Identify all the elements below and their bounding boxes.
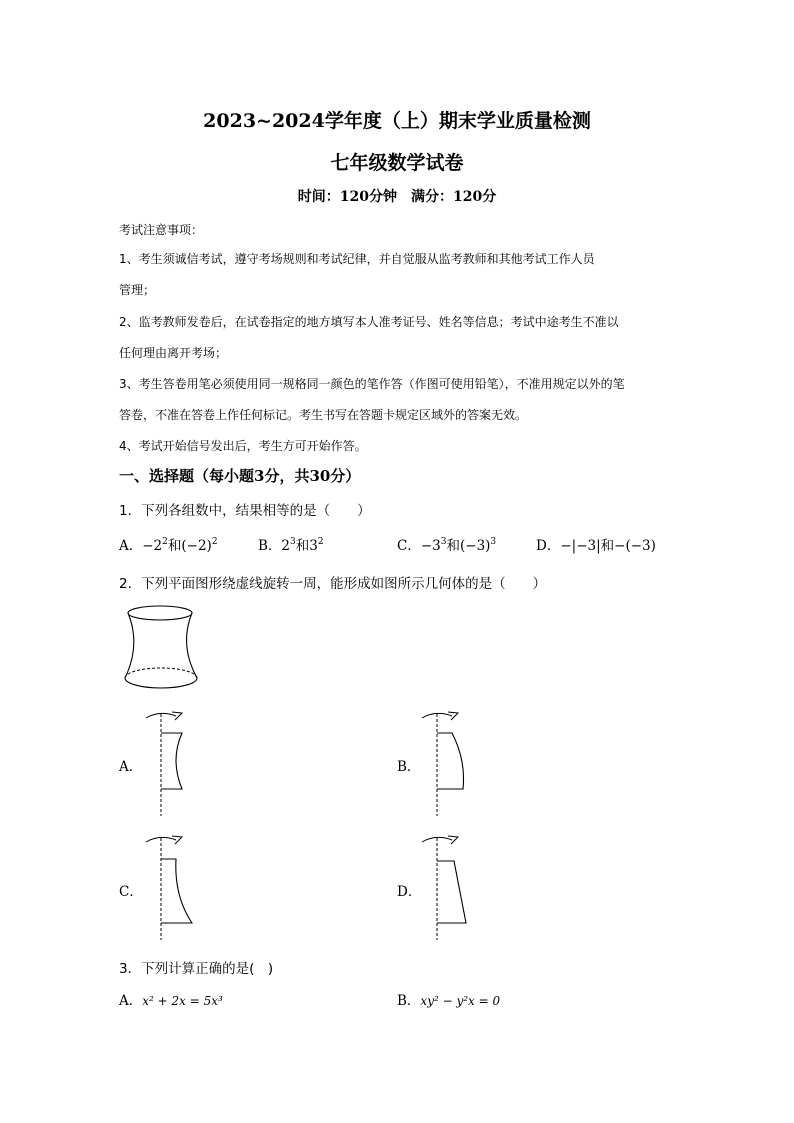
question-1-option-c[interactable]	[397, 534, 496, 554]
notice-item-2-line-1: 2、监考教师发卷后，在试卷指定的地方填写本人准考证号、姓名等信息；考试中途考生不准以	[119, 315, 619, 329]
option-a-exp-1: 2	[162, 537, 168, 547]
option-c-exp-2: 3	[490, 537, 497, 547]
option-d-and: 和	[600, 538, 615, 554]
exam-subtitle: 七年级数学试卷	[330, 152, 464, 174]
option-a-exp-2: 2	[211, 537, 218, 547]
notice-item-4: 4、考试开始信号发出后，考生方可开始作答。	[119, 439, 367, 453]
option-c-and: 和	[446, 538, 460, 554]
option-a-expression: x² + 2x = 5x³	[142, 994, 223, 1008]
option-d-term-1: −|−3|	[560, 538, 601, 554]
question-2-option-a-label[interactable]: A．	[119, 759, 143, 775]
option-b-expression: xy² − y²x = 0	[420, 994, 501, 1008]
option-label: C．	[397, 538, 421, 554]
question-2-option-c-label[interactable]: C．	[119, 884, 143, 900]
question-2-option-b-figure[interactable]	[416, 706, 476, 818]
notice-heading: 考试注意事项：	[119, 223, 204, 237]
option-label: D．	[536, 538, 561, 554]
exam-title: 2023~2024学年度（上）期末学业质量检测	[203, 110, 591, 132]
question-2-stem: 2．下列平面图形绕虚线旋转一周，能形成如图所示几何体的是（ ）	[119, 576, 547, 592]
question-3-option-b[interactable]	[397, 989, 500, 1009]
question-1-option-b[interactable]	[258, 534, 324, 554]
option-label: A．	[119, 538, 143, 554]
option-a-term-2: (−2)	[181, 538, 212, 554]
option-b-term-2: 3	[309, 538, 318, 554]
question-1-option-d[interactable]	[536, 534, 656, 554]
question-2-option-d-figure[interactable]	[416, 830, 476, 942]
notice-item-2-line-2: 任何理由离开考场；	[119, 346, 228, 360]
question-2-option-b-label[interactable]: B．	[397, 759, 421, 775]
notice-item-3-line-1: 3、考生答卷用笔必须使用同一规格同一颜色的笔作答（作图可使用铅笔），不准用规定以外的笔	[119, 377, 625, 391]
option-b-exp-1: 3	[290, 537, 296, 547]
option-b-term-1: 2	[281, 538, 291, 554]
option-label: B．	[397, 993, 421, 1009]
option-b-and: 和	[295, 538, 310, 554]
exam-time-info: 时间：120分钟 满分：120分	[297, 189, 497, 205]
option-a-and: 和	[167, 538, 182, 554]
question-3-stem: 3．下列计算正确的是( )	[119, 961, 274, 977]
question-1-option-a[interactable]	[119, 534, 218, 554]
option-d-term-2: −(−3)	[614, 538, 656, 554]
option-label: A．	[119, 993, 143, 1009]
option-c-term-2: (−3)	[459, 538, 491, 554]
option-c-exp-1: 3	[440, 537, 447, 547]
question-2-option-c-figure[interactable]	[140, 830, 200, 942]
notice-item-1-line-1: 1、考生须诚信考试，遵守考场规则和考试纪律，并自觉服从监考教师和其他考试工作人员	[119, 252, 595, 266]
section-title: 一、选择题（每小题3分，共30分）	[119, 467, 361, 485]
question-2-option-d-label[interactable]: D．	[397, 884, 422, 900]
question-3-option-a[interactable]	[119, 989, 223, 1009]
question-1-stem: 1．下列各组数中，结果相等的是（ ）	[119, 503, 371, 519]
option-a-term-1: −2	[142, 538, 163, 554]
question-2-option-a-figure[interactable]	[140, 706, 200, 818]
solid-figure	[115, 600, 215, 695]
option-label: B．	[258, 538, 282, 554]
option-c-term-1: −3	[420, 538, 441, 554]
option-b-exp-2: 2	[317, 537, 324, 547]
notice-item-1-line-2: 管理；	[119, 283, 156, 297]
notice-item-3-line-2: 答卷，不准在答卷上作任何标记。考生书写在答题卡规定区域外的答案无效。	[119, 408, 528, 422]
